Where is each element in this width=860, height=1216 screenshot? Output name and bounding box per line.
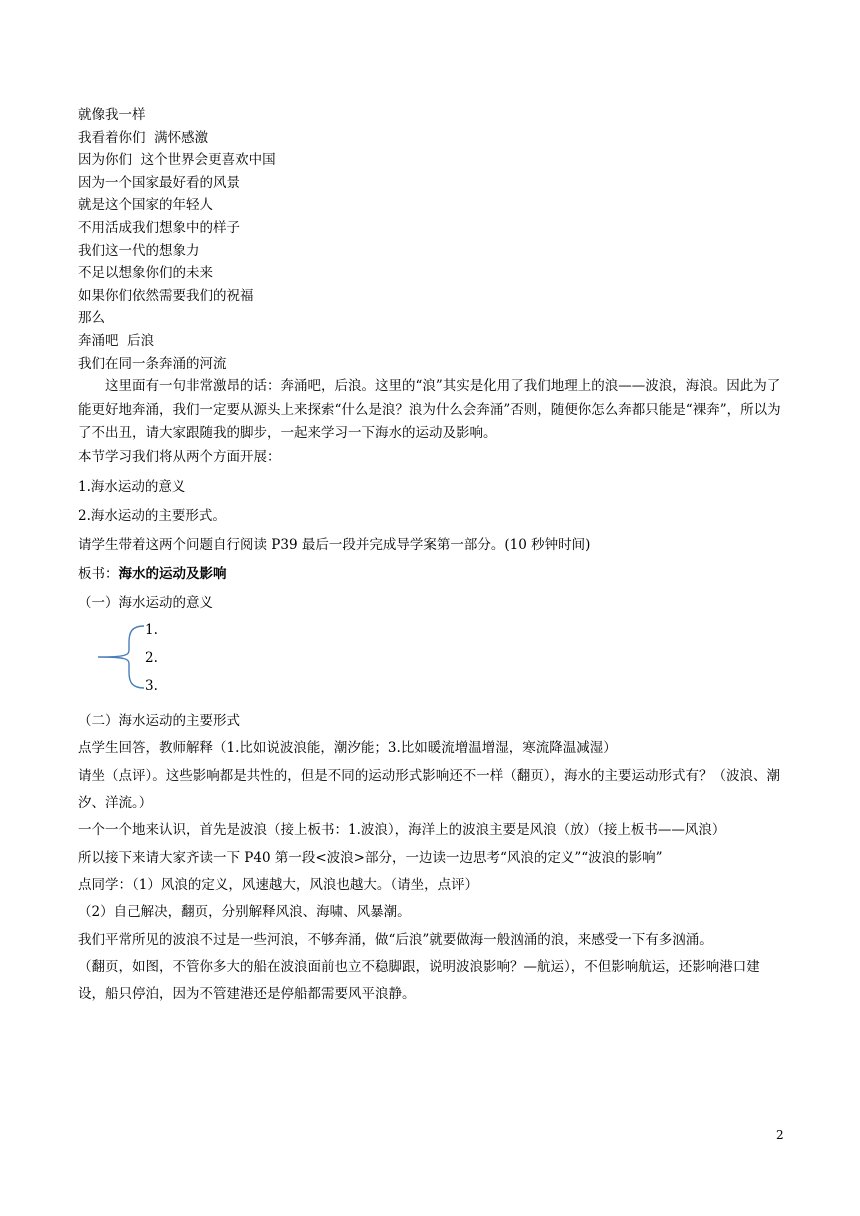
- poem-line: 奔涌吧 后浪: [78, 332, 155, 349]
- poem-line: 我看着你们 满怀感激: [78, 129, 209, 146]
- poem-line: 就像我一样: [78, 107, 146, 123]
- body-paragraph: 我们平常所见的波浪不过是一些河浪，不够奔涌，做“后浪”就要做海一般汹涌的浪，来感受一下有多汹涌。: [78, 931, 713, 948]
- study-item-2: 2.海水运动的主要形式。: [78, 508, 226, 525]
- body-paragraph: 一个一个地来认识，首先是波浪（接上板书：1.波浪），海洋上的波浪主要是风浪（放）（接上板书——风浪）: [78, 822, 726, 839]
- poem-line: 不用活成我们想象中的样子: [78, 219, 240, 236]
- poem-line: 我们这一代的想象力: [78, 242, 200, 259]
- brace-icon: [96, 624, 146, 690]
- board-title: 海水的运动及影响: [118, 566, 227, 583]
- page-content: [78, 104, 786, 1008]
- poem-block: [78, 104, 786, 375]
- body-paragraph: （2）自己解决，翻页，分别解释风浪、海啸、风暴潮。: [78, 904, 411, 921]
- poem-line: 那么: [78, 310, 105, 327]
- board-section-1: （一）海水运动的意义: [78, 595, 213, 612]
- poem-line: 如果你们依然需要我们的祝福: [78, 287, 254, 304]
- board-section-2: （二）海水运动的主要形式: [78, 713, 240, 730]
- study-item-1: 1.海水运动的意义: [78, 479, 186, 496]
- poem-line: 因为你们 这个世界会更喜欢中国: [78, 152, 276, 169]
- reading-task: 请学生带着这两个问题自行阅读 P39 最后一段并完成导学案第一部分。(10 秒钟时间): [78, 537, 591, 554]
- page-number: 2: [776, 1128, 784, 1142]
- intro-paragraph: 这里面有一句非常激昂的话：奔涌吧，后浪。这里的“浪”其实是化用了我们地理上的浪——波浪，海浪。因此为了能更好地奔涌，我们一定要从源头上来探索“什么是浪？浪为什么会奔涌”否则，随便你怎么奔都只能是“裸奔”，所以为了不出丑，请大家跟随我的脚步，一起来学习一下海水的运动及影响。: [78, 378, 781, 442]
- body-paragraph: 点学生回答，教师解释（1.比如说波浪能，潮汐能；3.比如暖流增温增湿，寒流降温减湿）: [78, 740, 617, 757]
- board-label: 板书：: [78, 566, 119, 583]
- body-paragraph: （翻页，如图，不管你多大的船在波浪面前也立不稳脚跟，说明波浪影响？—航运），不但影响航运，还影响港口建设，船只停泊，因为不管建港还是停船都需要风平浪静。: [78, 958, 760, 1003]
- body-paragraph: 所以接下来请大家齐读一下 P40 第一段<波浪>部分，一边读一边思考“风浪的定义”“波浪的影响”: [78, 849, 663, 866]
- board-heading: [78, 564, 786, 585]
- poem-line: 我们在同一条奔涌的河流: [78, 355, 227, 372]
- study-intro: 本节学习我们将从两个方面开展：: [78, 448, 281, 465]
- board-brace-list: [78, 614, 786, 702]
- board-number-3: 3.: [145, 678, 158, 695]
- body-paragraph: 请坐（点评）。这些影响都是共性的，但是不同的运动形式影响还不一样（翻页），海水的主要运动形式有？（波浪、潮汐、洋流。）: [78, 767, 780, 812]
- poem-line: 因为一个国家最好看的风景: [78, 174, 240, 191]
- body-paragraph: 点同学：（1）风浪的定义，风速越大，风浪也越大。（请坐，点评）: [78, 876, 479, 893]
- poem-line: 就是这个国家的年轻人: [78, 197, 213, 214]
- board-number-2: 2.: [145, 650, 158, 667]
- board-number-1: 1.: [145, 622, 158, 639]
- poem-line: 不足以想象你们的未来: [78, 265, 213, 282]
